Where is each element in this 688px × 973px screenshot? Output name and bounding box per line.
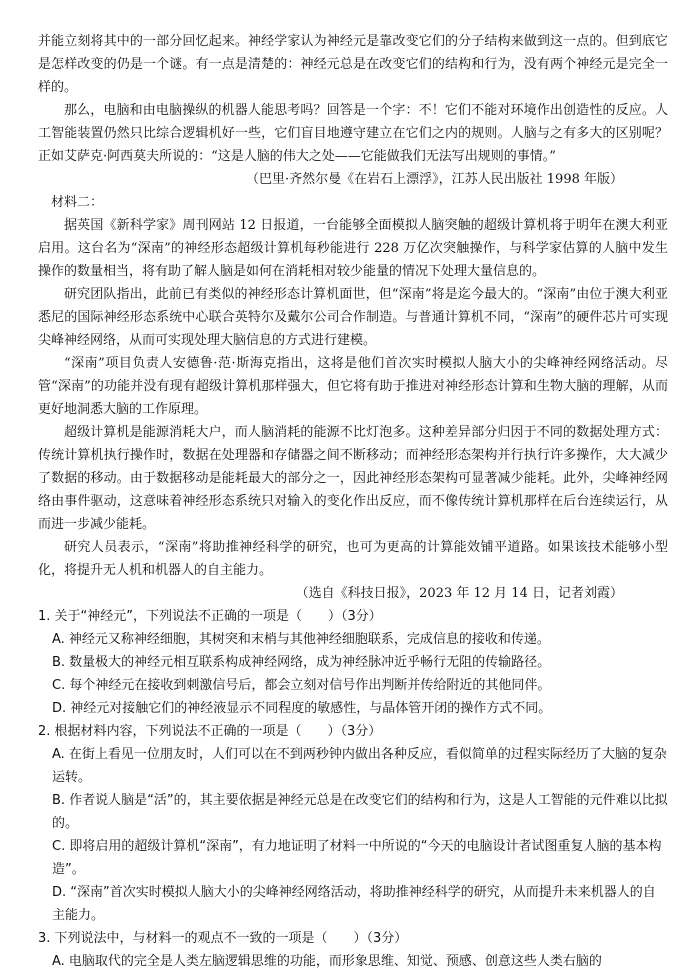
material1-source: （巴里·齐然尔曼《在岩石上漂浮》，江苏人民出版社 1998 年版） bbox=[246, 172, 623, 187]
material2-paragraph: 据英国《新科学家》周刊网站 12 日报道，一台能够全面模拟人脑突触的超级计算机将于明年在澳大利亚启用。这台名为“深南”的神经形态超级计算机每秒能进行 228 万亿次突触操作，与科学家估算的人脑中发生操作的数量相当，将有助了解人脑是如何在消耗相对较少能量的情况下处理大量信息的。 bbox=[38, 218, 668, 279]
question-stem: 2. 根据材料内容，下列说法不正确的一项是（ ）（3分） bbox=[38, 724, 382, 739]
question-option: C. 每个神经元在接收到刺激信号后，都会立刻对信号作出判断并传给附近的其他同伴。 bbox=[52, 678, 551, 693]
question-option: B. 作者说人脑是“活”的，其主要依据是神经元总是在改变它们的结构和行为，这是人工智能的元件难以比拟的。 bbox=[52, 793, 668, 831]
material2-paragraph: 研究人员表示，“深南”将助推神经科学的研究，也可为更高的计算能效铺平道路。如果该技术能够小型化，将提升无人机和机器人的自主能力。 bbox=[38, 540, 668, 578]
material2-paragraph: 研究团队指出，此前已有类似的神经形态计算机面世，但“深南”将是迄今最大的。“深南”由位于澳大利亚悉尼的国际神经形态系统中心联合英特尔及戴尔公司合作制造。与普通计算机不同，“深南”的硬件芯片可实现尖峰神经网络，从而可实现处理大脑信息的方式进行建模。 bbox=[38, 287, 668, 348]
material2-paragraph: “深南”项目负责人安德鲁·范·斯海克指出，这将是他们首次实时模拟人脑大小的尖峰神经网络活动。尽管“深南”的功能并没有现有超级计算机那样强大，但它将有助于推进对神经形态计算和生物大脑的理解，从而更好地洞悉大脑的工作原理。 bbox=[38, 356, 668, 417]
question-option: A. 神经元又称神经细胞，其树突和末梢与其他神经细胞联系，完成信息的接收和传递。 bbox=[52, 632, 550, 647]
question-option: D. 神经元对接触它们的神经液显示不同程度的敏感性，与晶体管开闭的操作方式不同。 bbox=[52, 701, 552, 716]
question-option: A. 电脑取代的完全是人类左脑逻辑思维的功能，而形象思维、知觉、预感、创意这些人类右脑的 bbox=[52, 954, 602, 969]
question-option: B. 数量极大的神经元相互联系构成神经网络，成为神经脉冲近乎畅行无阻的传输路径。 bbox=[52, 655, 551, 670]
material1-paragraph: 那么，电脑和由电脑操纵的机器人能思考吗？回答是一个字：不！它们不能对环境作出创造性的反应。人工智能装置仍然只比综合逻辑机好一些，它们盲目地遵守建立在它们之内的规则。人脑与之有多大的区别呢？正如艾萨克·阿西莫夫所说的：“这是人脑的伟大之处——它能做我们无法写出规则的事情。” bbox=[38, 103, 668, 164]
material2-source: （选自《科技日报》，2023 年 12 月 14 日，记者刘霞） bbox=[295, 586, 623, 601]
question-option: C. 即将启用的超级计算机“深南”，有力地证明了材料一中所说的“今天的电脑设计者试图重复人脑的基本构造”。 bbox=[52, 839, 662, 877]
material2-label: 材料二： bbox=[51, 195, 104, 210]
material2-paragraph: 超级计算机是能源消耗大户，而人脑消耗的能源不比灯泡多。这种差异部分归因于不同的数据处理方式：传统计算机执行操作时，数据在处理器和存储器之间不断移动；而神经形态架构并行执行许多操作，大大减少了数据的移动。由于数据移动是能耗最大的部分之一，因此神经形态架构可显著减少能耗。此外，尖峰神经网络由事件驱动，这意味着神经形态系统只对输入的变化作出反应，而不像传统计算机那样在后台连续运行，从而进一步减少能耗。 bbox=[38, 425, 668, 532]
question-stem: 3. 下列说法中，与材料一的观点不一致的一项是（ ）（3分） bbox=[38, 931, 408, 946]
question-option: D. “深南”首次实时模拟人脑大小的尖峰神经网络活动，将助推神经科学的研究，从而提升未来机器人的自主能力。 bbox=[52, 885, 656, 923]
question-stem: 1. 关于“神经元”，下列说法不正确的一项是（ ）（3分） bbox=[38, 609, 382, 624]
material1-paragraph: 并能立刻将其中的一部分回忆起来。神经学家认为神经元是靠改变它们的分子结构来做到这一点的。但到底它是怎样改变的仍是一个谜。有一点是清楚的：神经元总是在改变它们的结构和行为，没有两个神经元是完全一样的。 bbox=[38, 34, 668, 95]
question-option: A. 在街上看见一位朋友时，人们可以在不到两秒钟内做出各种反应，看似简单的过程实际经历了大脑的复杂运转。 bbox=[52, 747, 667, 785]
